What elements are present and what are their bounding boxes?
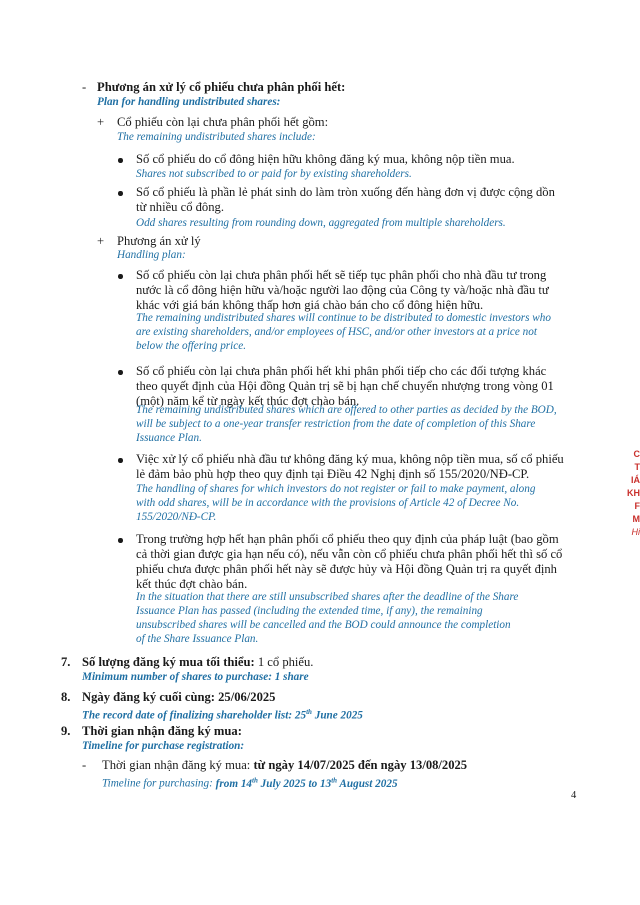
handling-heading-vi: Phương án xử lý (117, 234, 201, 248)
item-7-value: 1 cổ phiếu. (254, 655, 314, 669)
remaining-item-2-vi: Số cổ phiếu là phần lẻ phát sinh do làm tròn xuống đến hàng đơn vị được cộng dồn từ nhiều cổ đông. (136, 185, 555, 214)
handling-item-2-en: The remaining undistributed shares which are offered to other parties as decided by the BOD, will be subject to a one-year transfer restriction from the date of completion of this Share Issuance Plan. (136, 404, 557, 444)
remaining-heading-en: The remaining undistributed shares include: (117, 131, 316, 143)
item-7-number: 7. (61, 655, 71, 669)
item-7-vi (82, 655, 313, 670)
item-8-vi: Ngày đăng ký cuối cùng: 25/06/2025 (82, 690, 276, 704)
item-9-sub-dash: - (82, 758, 87, 772)
handling-heading-en: Handling plan: (117, 249, 186, 261)
bullet-dot (118, 158, 123, 163)
handling-item-3-en: The handling of shares for which investors do not register or fail to make payment, along with odd shares, will be in accordance with the provisions of Article 42 of Decree No. 155/2020/NĐ-CP. (136, 483, 536, 523)
bullet-dot (118, 370, 123, 375)
remaining-plus: + (97, 115, 105, 129)
bullet-dot (118, 538, 123, 543)
handling-item-1-en: The remaining undistributed shares will continue to be distributed to domestic investors who are existing shareholders, and/or employees of HSC, and/or other investors at a price not below the offering price. (136, 312, 551, 352)
handling-item-2-vi: Số cổ phiếu còn lại chưa phân phối hết khi phân phối tiếp cho các đối tượng khác theo quyết định của Hội đồng Quản trị sẽ bị hạn chế chuyển nhượng trong vòng 01 (một) năm kể từ ngày kết thúc đợt chào bán. (136, 364, 554, 408)
handling-item-4-vi: Trong trường hợp hết hạn phân phối cổ phiếu theo quy định của pháp luật (bao gồm cả thời gian được gia hạn nếu có), nếu vẫn còn cổ phiếu chưa phân phối hết thì số cổ phiếu chưa được phân phối hết này sẽ được hủy và Hội đồng Quản trị ra quyết định kết thúc đợt chào bán. (136, 532, 563, 591)
bullet-dot (118, 191, 123, 196)
handling-item-4-en: In the situation that there are still unsubscribed shares after the deadline of the Share Issuance Plan has passed (including the extended time, if any), the remaining unsubscribed shares will be cancelled and the BOD could announce the completion of the Share Issuance Plan. (136, 591, 519, 645)
item-9-vi: Thời gian nhận đăng ký mua: (82, 724, 242, 738)
item-8-number: 8. (61, 690, 71, 704)
handling-item-3-vi: Việc xử lý cổ phiếu nhà đầu tư không đăng ký mua, không nộp tiền mua, số cổ phiếu lẻ đảm bảo phù hợp theo quy định tại Điều 42 Nghị định số 155/2020/NĐ-CP. (136, 452, 564, 481)
item-7-en: Minimum number of shares to purchase: 1 share (82, 671, 309, 683)
section-dash: - (82, 80, 87, 94)
company-seal-fragment: C T IÁ KH F M Hi (627, 449, 640, 537)
remaining-item-1-vi: Số cổ phiếu do cổ đông hiện hữu không đăng ký mua, không nộp tiền mua. (136, 152, 515, 166)
item-9-en: Timeline for purchase registration: (82, 740, 245, 752)
bullet-dot (118, 274, 123, 279)
bullet-dot (118, 458, 123, 463)
item-8-en: The record date of finalizing shareholder list: 25th June 2025 (82, 708, 363, 722)
remaining-heading-vi: Cổ phiếu còn lại chưa phân phối hết gồm: (117, 115, 329, 129)
section-title-vi: Phương án xử lý cổ phiếu chưa phân phối hết: (97, 80, 346, 94)
remaining-item-2-en: Odd shares resulting from rounding down, aggregated from multiple shareholders. (136, 217, 506, 229)
item-7-label: Số lượng đăng ký mua tối thiểu: (82, 655, 255, 669)
page-number: 4 (571, 790, 577, 801)
handling-plus: + (97, 234, 105, 248)
handling-item-1-vi: Số cổ phiếu còn lại chưa phân phối hết sẽ tiếp tục phân phối cho nhà đầu tư trong nước là cổ đông hiện hữu và/hoặc người lao động của Công ty và/hoặc nhà đầu tư khác với giá bán không thấp hơn giá chào bán cho cổ đông hiện hữu. (136, 268, 549, 312)
item-9-sub-en: Timeline for purchasing: from 14th July 2025 to 13th August 2025 (102, 776, 398, 790)
remaining-item-1-en: Shares not subscribed to or paid for by existing shareholders. (136, 168, 412, 180)
section-title-en: Plan for handling undistributed shares: (97, 96, 281, 108)
item-9-number: 9. (61, 724, 71, 738)
item-9-sub-vi: Thời gian nhận đăng ký mua: từ ngày 14/07/2025 đến ngày 13/08/2025 (102, 758, 468, 772)
